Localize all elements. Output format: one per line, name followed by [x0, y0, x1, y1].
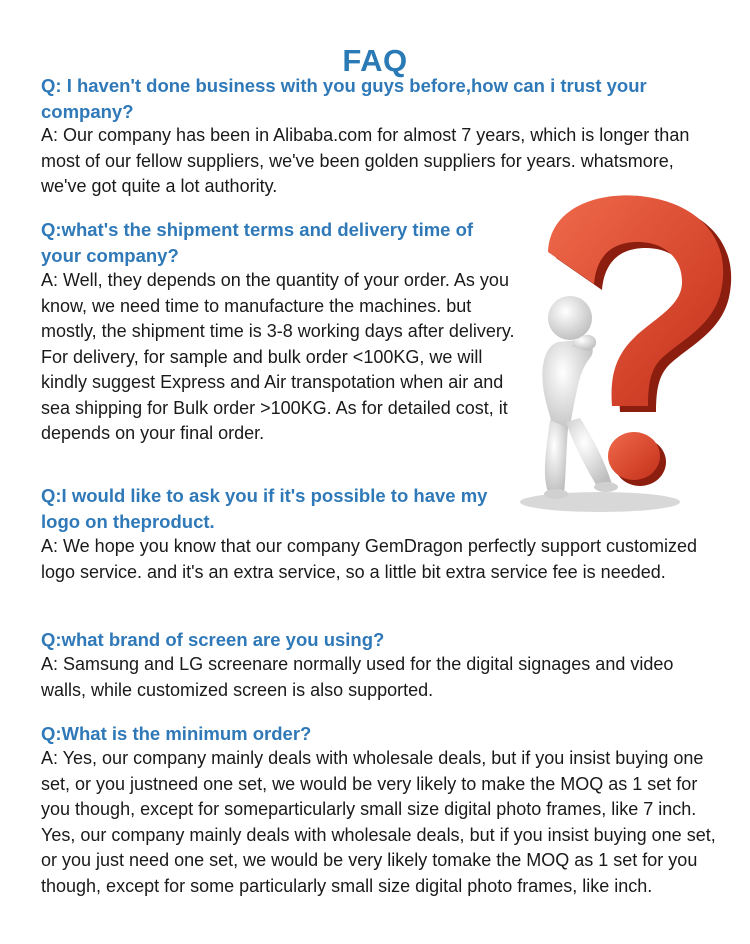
page-title: FAQ: [342, 42, 408, 78]
faq-question-2: Q:what's the shipment terms and delivery time of your company?: [41, 219, 474, 266]
faq-question-4: Q:what brand of screen are you using?: [41, 629, 385, 650]
faq-answer-5: A: Yes, our company mainly deals with wholesale deals, but if you insist buying one set, or you justneed one set, we would be very likely to make the MOQ as 1 set for you though, except for someparticularly small size digital photo frames, like 7 inch. Yes, our company mainly deals with wholesale deals, but if you insist buying one set, or you just need one set, we would be very likely tomake the MOQ as 1 set for you though, except for some particularly small size digital photo frames, like inch.: [41, 748, 716, 896]
question-mark-figure: [500, 190, 740, 520]
faq-question-3: Q:I would like to ask you if it's possible to have my logo on theproduct.: [41, 485, 488, 532]
question-mark-icon: [500, 190, 740, 520]
faq-question-1: Q: I haven't done business with you guys before,how can i trust your company?: [41, 75, 647, 122]
faq-answer-1: A: Our company has been in Alibaba.com for almost 7 years, which is longer than most of our fellow suppliers, we've been golden suppliers for years. whatsmore, we've got quite a lot authority.: [41, 125, 690, 196]
faq-question-5: Q:What is the minimum order?: [41, 723, 312, 744]
faq-answer-3: A: We hope you know that our company GemDragon perfectly support customized logo service. and it's an extra service, so a little bit extra service fee is needed.: [41, 536, 697, 582]
faq-answer-4: A: Samsung and LG screenare normally used for the digital signages and video walls, while customized screen is also supported.: [41, 654, 674, 700]
faq-answer-2: A: Well, they depends on the quantity of your order. As you know, we need time to manufacture the machines. but mostly, the shipment time is 3-8 working days after delivery. For delivery, for sample and bulk order <100KG, we will kindly suggest Express and Air transpotation when air and sea shipping for Bulk order >100KG. As for detailed cost, it depends on your final order.: [41, 270, 515, 443]
